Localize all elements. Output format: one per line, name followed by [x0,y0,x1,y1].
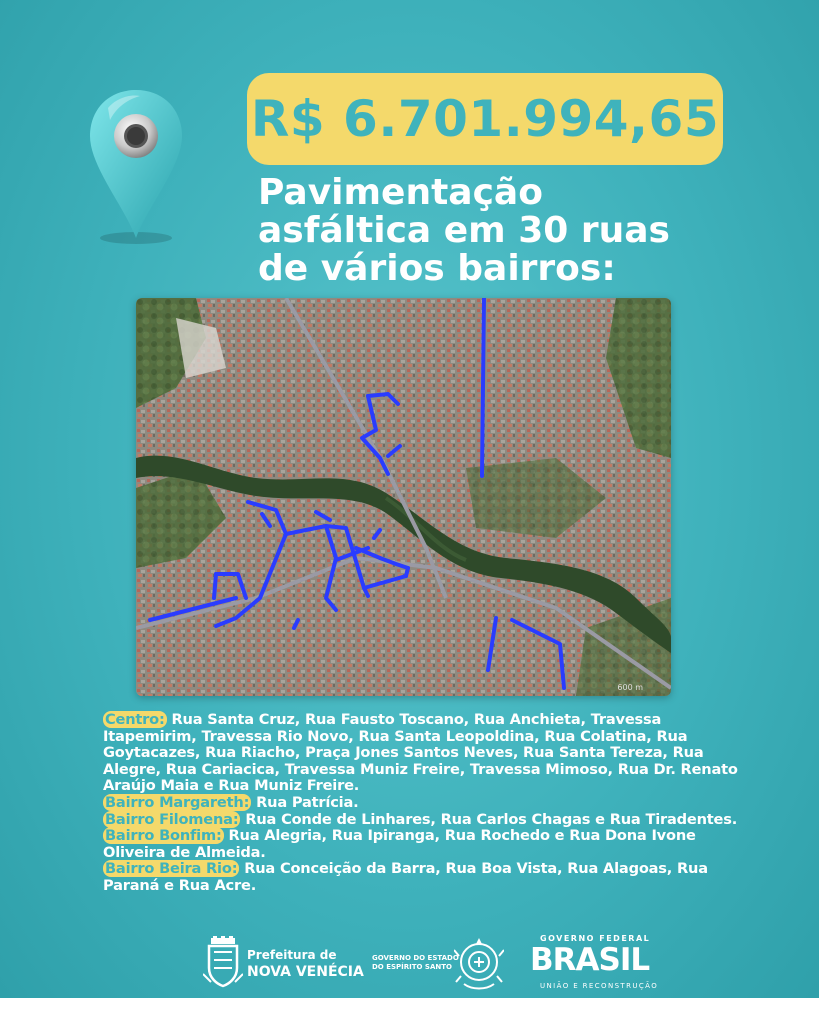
map-image [136,298,671,696]
footer-logos [0,928,819,998]
neighborhood-centro [103,712,753,795]
neighborhood-streets: Rua Conceição da Barra, Rua Boa Vista, Rua Alagoas, Rua Paraná e Rua Acre. [103,860,708,894]
map-scale-label: 600 m [617,683,643,692]
neighborhood-label: Bairro Beira Rio: [105,860,238,878]
satellite-map [136,298,671,696]
neighborhood-label: Centro: [105,711,165,728]
federal-bottom-text: UNIÃO E RECONSTRUÇÃO [540,982,659,990]
crest-icon [203,936,243,988]
headline-line-3: de vários bairros: [258,248,616,289]
neighborhood-label: Bairro Margareth: [105,793,250,811]
neighborhood-streets: Rua Alegria, Rua Ipiranga, Rua Rochedo e Rua Dona Ivone Oliveira de Almeida. [103,827,696,861]
estado-line-2: DO ESPÍRITO SANTO [372,963,452,971]
headline-line-1: Pavimentação [258,172,543,213]
prefeitura-logo [203,936,363,988]
neighborhood-bonfim [103,828,753,861]
neighborhood-streets: Rua Patrícia. [251,793,359,811]
headline-line-2: asfáltica em 30 ruas [258,210,670,251]
prefeitura-line-1: Prefeitura de [247,948,337,962]
bottom-white-bar [0,998,819,1024]
state-seal-icon [454,936,504,992]
federal-brasil-text: BRASIL [530,942,650,978]
governo-estado-logo [372,936,512,992]
price-value: R$ 6.701.994,65 [250,90,720,148]
neighborhood-label: Bairro Filomena: [105,810,239,828]
estado-line-1: GOVERNO DO ESTADO [372,954,459,962]
governo-federal-logo [530,934,660,994]
street-list [103,712,753,895]
neighborhood-beira-rio [103,861,753,894]
price-banner [247,73,723,165]
neighborhood-streets: Rua Santa Cruz, Rua Fausto Toscano, Rua Anchieta, Travessa Itapemirim, Travessa Rio Novo, Rua Santa Leopoldina, Rua Colatina, Rua Goytacazes, Rua Riacho, Praça Jones Santos Neves, Rua Santa Tereza, Rua Alegre, Rua Cariacica, Travessa Muniz Freire, Travessa Mimoso, Rua Dr. Renato Araújo Maia e Rua Muniz Freire. [103,711,738,795]
neighborhood-streets: Rua Conde de Linhares, Rua Carlos Chagas e Rua Tiradentes. [240,810,738,828]
neighborhood-margareth [103,795,753,812]
prefeitura-line-2: NOVA VENÉCIA [247,964,364,980]
headline [258,174,728,288]
neighborhood-filomena [103,812,753,829]
federal-top-text: GOVERNO FEDERAL [540,934,651,943]
location-pin-icon [86,86,186,246]
neighborhood-label: Bairro Bonfim: [105,827,222,845]
